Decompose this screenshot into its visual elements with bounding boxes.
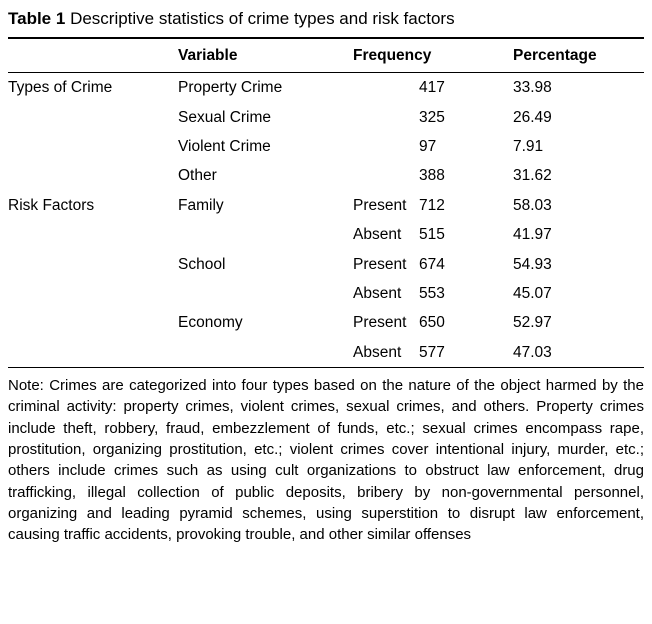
row-variable: Other — [178, 167, 217, 185]
row-frequency-label: Absent — [353, 226, 402, 244]
table-caption-label: Table 1 — [8, 9, 66, 28]
row-frequency — [353, 338, 513, 367]
column-header-percentage: Percentage — [513, 46, 597, 64]
row-frequency — [353, 250, 513, 279]
row-percentage: 47.03 — [513, 343, 552, 361]
row-percentage: 41.97 — [513, 226, 552, 244]
row-group-label: Risk Factors — [8, 196, 95, 214]
row-frequency — [353, 161, 513, 190]
row-frequency-value: 712 — [419, 196, 445, 214]
column-header-frequency: Frequency — [353, 46, 432, 64]
table-row — [8, 73, 644, 102]
table-row — [8, 338, 644, 367]
row-percentage: 31.62 — [513, 167, 552, 185]
row-percentage: 45.07 — [513, 284, 552, 302]
row-percentage: 33.98 — [513, 79, 552, 97]
row-frequency — [353, 279, 513, 308]
row-frequency-label: Present — [353, 255, 407, 273]
row-frequency-value: 325 — [419, 108, 445, 126]
row-percentage: 54.93 — [513, 255, 552, 273]
row-group-label — [8, 338, 178, 367]
row-frequency — [353, 132, 513, 161]
row-frequency-value: 417 — [419, 79, 445, 97]
row-frequency-value: 515 — [419, 226, 445, 244]
row-variable: Property Crime — [178, 79, 283, 97]
row-frequency — [353, 103, 513, 132]
table-row — [8, 250, 644, 279]
row-group-label — [8, 132, 178, 161]
row-frequency — [353, 308, 513, 337]
table-row — [8, 279, 644, 308]
row-variable: Sexual Crime — [178, 108, 272, 126]
row-percentage: 26.49 — [513, 108, 552, 126]
row-frequency — [353, 191, 513, 220]
row-group-label — [8, 161, 178, 190]
row-variable: School — [178, 255, 226, 273]
row-frequency-label: Absent — [353, 343, 402, 361]
row-group-label — [8, 220, 178, 249]
table-row — [8, 132, 644, 161]
table-head — [8, 39, 644, 72]
row-group-label — [8, 279, 178, 308]
column-header-group — [8, 39, 178, 72]
row-frequency-value: 97 — [419, 138, 437, 156]
column-header-variable: Variable — [178, 46, 238, 64]
row-frequency-label: Present — [353, 314, 407, 332]
row-frequency-label: Present — [353, 196, 407, 214]
row-variable — [178, 220, 353, 249]
table-note: Note: Crimes are categorized into four types based on the nature of the object harmed by the criminal activity: property crimes, violent crimes, sexual crimes, and others. Property crimes include theft, robbery, fraud, embezzlement of funds, etc.; sexual crimes encompass rape, prostitution, organizing prostitution, etc.; violent crimes cover intentional injury, murder, etc.; others include crimes such as using cult organizations to obstruct law enforcement, drug trafficking, illegal collection of public deposits, bribery by non-governmental personnel, organizing and leading pyramid schemes, using superstition to disrupt law enforcement, causing traffic accidents, provoking trouble, and other similar offenses — [8, 377, 644, 544]
row-frequency-value: 577 — [419, 343, 445, 361]
table-body — [8, 73, 644, 367]
table-row — [8, 103, 644, 132]
row-variable — [178, 338, 353, 367]
row-frequency-label: Absent — [353, 284, 402, 302]
row-group-label: Types of Crime — [8, 79, 113, 97]
table-row — [8, 191, 644, 220]
row-percentage: 58.03 — [513, 196, 552, 214]
row-frequency-value: 388 — [419, 167, 445, 185]
row-percentage: 7.91 — [513, 138, 544, 156]
row-group-label — [8, 103, 178, 132]
table-header-row — [8, 39, 644, 72]
table-caption — [8, 6, 644, 37]
row-frequency-value: 650 — [419, 314, 445, 332]
row-variable: Economy — [178, 314, 243, 332]
descriptive-statistics-body — [8, 73, 644, 367]
row-frequency — [353, 220, 513, 249]
row-percentage: 52.97 — [513, 314, 552, 332]
row-variable — [178, 279, 353, 308]
table-row — [8, 308, 644, 337]
table-row — [8, 220, 644, 249]
row-variable: Violent Crime — [178, 138, 271, 156]
table-caption-text: Descriptive statistics of crime types and risk factors — [70, 9, 455, 28]
row-frequency-value: 674 — [419, 255, 445, 273]
descriptive-statistics-table — [8, 39, 644, 72]
row-group-label — [8, 308, 178, 337]
row-frequency — [353, 73, 513, 102]
row-frequency-value: 553 — [419, 284, 445, 302]
row-variable: Family — [178, 196, 224, 214]
table-row — [8, 161, 644, 190]
row-group-label — [8, 250, 178, 279]
